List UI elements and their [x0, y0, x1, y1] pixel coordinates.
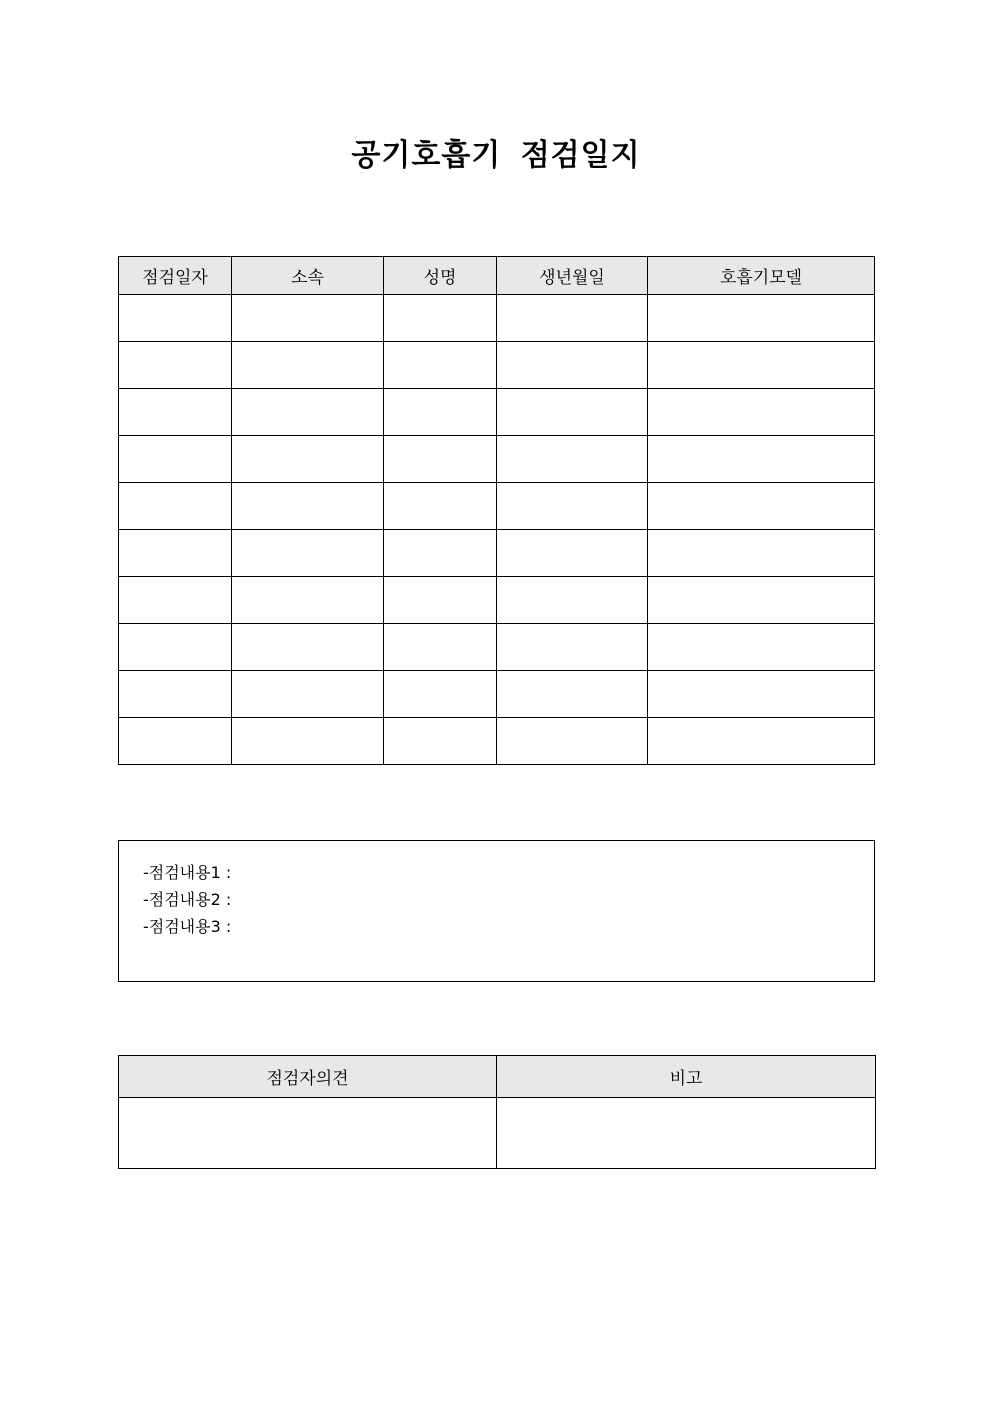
table-row — [119, 530, 875, 577]
cell-inspection-date[interactable] — [119, 671, 232, 718]
column-header-remarks: 비고 — [497, 1056, 876, 1098]
cell-remarks[interactable] — [497, 1098, 876, 1169]
table-row — [119, 436, 875, 483]
cell-name[interactable] — [384, 718, 497, 765]
cell-name[interactable] — [384, 342, 497, 389]
cell-inspection-date[interactable] — [119, 342, 232, 389]
cell-birthdate[interactable] — [497, 624, 648, 671]
cell-respirator-model[interactable] — [648, 483, 875, 530]
cell-inspector-opinion[interactable] — [119, 1098, 497, 1169]
cell-respirator-model[interactable] — [648, 389, 875, 436]
cell-inspection-date[interactable] — [119, 483, 232, 530]
cell-department[interactable] — [232, 295, 384, 342]
cell-inspection-date[interactable] — [119, 530, 232, 577]
cell-respirator-model[interactable] — [648, 624, 875, 671]
cell-birthdate[interactable] — [497, 342, 648, 389]
cell-department[interactable] — [232, 530, 384, 577]
cell-name[interactable] — [384, 624, 497, 671]
column-header-inspector-opinion: 점검자의견 — [119, 1056, 497, 1098]
inspection-contents-list — [143, 859, 231, 940]
cell-department[interactable] — [232, 483, 384, 530]
cell-birthdate[interactable] — [497, 671, 648, 718]
cell-inspection-date[interactable] — [119, 389, 232, 436]
cell-birthdate[interactable] — [497, 295, 648, 342]
cell-name[interactable] — [384, 530, 497, 577]
column-header-inspection-date: 점검일자 — [119, 257, 232, 295]
cell-respirator-model[interactable] — [648, 671, 875, 718]
opinion-remarks-table — [118, 1055, 876, 1169]
cell-inspection-date[interactable] — [119, 295, 232, 342]
column-header-department: 소속 — [232, 257, 384, 295]
cell-inspection-date[interactable] — [119, 577, 232, 624]
table-row — [119, 295, 875, 342]
table-row — [119, 577, 875, 624]
table-row — [119, 1098, 876, 1169]
table-header-row — [119, 1056, 876, 1098]
table-header-row — [119, 257, 875, 295]
inspection-content-item-1: -점검내용1 : — [143, 863, 232, 882]
inspection-content-item-3: -점검내용3 : — [143, 917, 232, 936]
cell-name[interactable] — [384, 671, 497, 718]
cell-respirator-model[interactable] — [648, 295, 875, 342]
cell-respirator-model[interactable] — [648, 342, 875, 389]
table-row — [119, 483, 875, 530]
page-title: 공기호흡기 점검일지 — [351, 138, 641, 173]
column-header-name: 성명 — [384, 257, 497, 295]
cell-department[interactable] — [232, 342, 384, 389]
cell-respirator-model[interactable] — [648, 530, 875, 577]
cell-department[interactable] — [232, 624, 384, 671]
cell-birthdate[interactable] — [497, 483, 648, 530]
cell-name[interactable] — [384, 389, 497, 436]
table-row — [119, 671, 875, 718]
cell-department[interactable] — [232, 436, 384, 483]
cell-department[interactable] — [232, 671, 384, 718]
column-header-respirator-model: 호흡기모델 — [648, 257, 875, 295]
table-row — [119, 718, 875, 765]
inspection-log-table — [118, 256, 875, 765]
cell-inspection-date[interactable] — [119, 718, 232, 765]
cell-department[interactable] — [232, 718, 384, 765]
table-row — [119, 342, 875, 389]
cell-department[interactable] — [232, 389, 384, 436]
cell-name[interactable] — [384, 483, 497, 530]
inspection-content-item-2: -점검내용2 : — [143, 890, 232, 909]
cell-department[interactable] — [232, 577, 384, 624]
cell-respirator-model[interactable] — [648, 436, 875, 483]
cell-birthdate[interactable] — [497, 577, 648, 624]
cell-respirator-model[interactable] — [648, 577, 875, 624]
table-row — [119, 389, 875, 436]
cell-name[interactable] — [384, 436, 497, 483]
column-header-birthdate: 생년월일 — [497, 257, 648, 295]
cell-birthdate[interactable] — [497, 436, 648, 483]
cell-inspection-date[interactable] — [119, 624, 232, 671]
table-row — [119, 624, 875, 671]
inspection-contents-box[interactable] — [118, 840, 875, 982]
cell-name[interactable] — [384, 577, 497, 624]
cell-respirator-model[interactable] — [648, 718, 875, 765]
cell-birthdate[interactable] — [497, 389, 648, 436]
cell-birthdate[interactable] — [497, 530, 648, 577]
cell-birthdate[interactable] — [497, 718, 648, 765]
cell-name[interactable] — [384, 295, 497, 342]
cell-inspection-date[interactable] — [119, 436, 232, 483]
